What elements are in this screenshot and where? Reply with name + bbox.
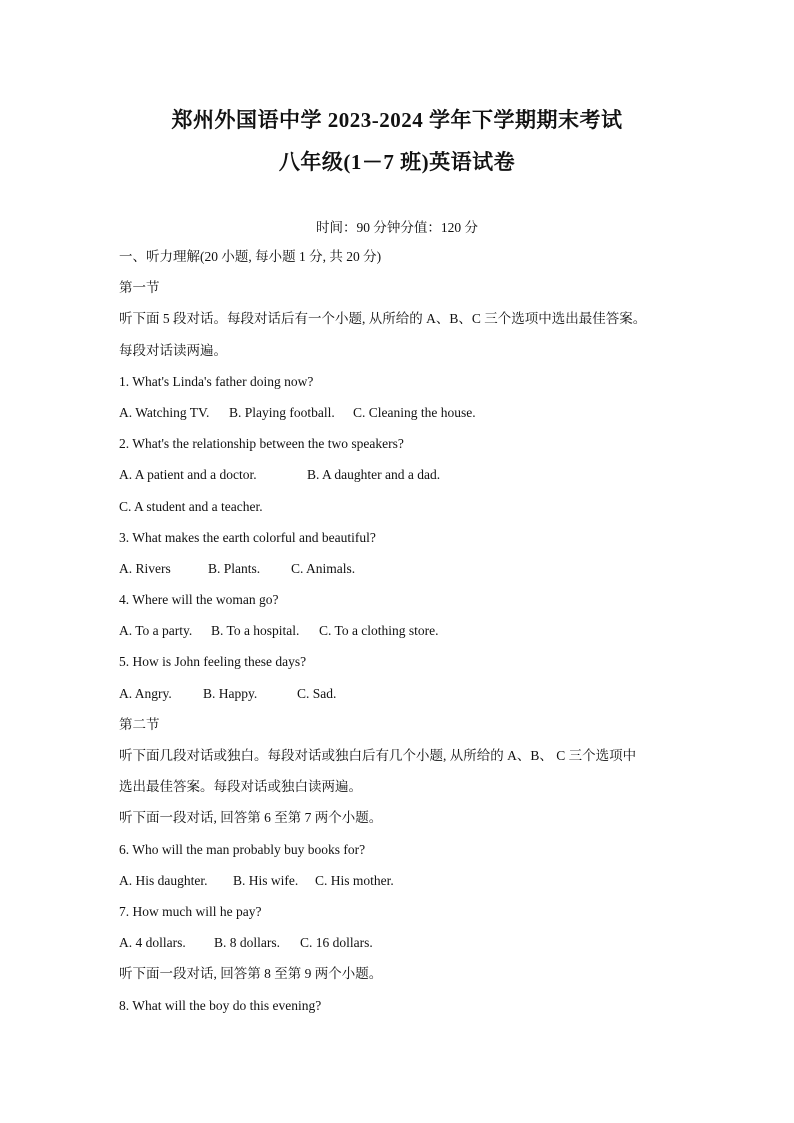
option-a: A. Angry. <box>119 685 172 701</box>
exam-subtitle: 八年级(1－7 班)英语试卷 <box>278 150 516 174</box>
option-a: A. Watching TV. <box>119 404 210 420</box>
part-label: 第二节 <box>119 716 160 732</box>
option-b: B. His wife. <box>233 872 299 888</box>
option-b: B. A daughter and a dad. <box>307 467 441 483</box>
question-stem: 4. Where will the woman go? <box>119 592 279 608</box>
option-c: C. Sad. <box>297 685 337 701</box>
instructions: 选出最佳答案。每段对话或独白读两遍。 <box>119 779 362 795</box>
option-b: B. Happy. <box>203 685 258 701</box>
instructions: 听下面几段对话或独白。每段对话或独白后有几个小题, 从所给的 A、B、 C 三个选项中 <box>119 748 637 763</box>
dialog-instruction: 听下面一段对话, 回答第 8 至第 9 两个小题。 <box>119 966 383 982</box>
question-options <box>119 932 719 963</box>
option-a: A. A patient and a doctor. <box>119 467 257 483</box>
dialog-instruction: 听下面一段对话, 回答第 6 至第 7 两个小题。 <box>119 810 383 826</box>
question-options <box>119 870 719 901</box>
question-stem: 8. What will the boy do this evening? <box>119 997 322 1013</box>
part-label: 第一节 <box>119 280 160 296</box>
option-c: C. 16 dollars. <box>300 935 373 951</box>
option-b: B. Plants. <box>208 560 261 576</box>
question-options <box>119 402 719 433</box>
exam-meta: 时间：90 分钟分值：120 分 <box>316 220 478 235</box>
section-heading: 一、听力理解(20 小题, 每小题 1 分, 共 20 分) <box>119 249 382 264</box>
question-stem: 7. How much will he pay? <box>119 903 262 919</box>
instructions: 听下面 5 段对话。每段对话后有一个小题, 从所给的 A、B、C 三个选项中选出最佳答案。 <box>119 311 647 327</box>
exam-title: 郑州外国语中学 2023-2024 学年下学期期末考试 <box>171 108 623 132</box>
option-c: C. Cleaning the house. <box>353 404 476 420</box>
question-options <box>119 464 719 495</box>
option-b: B. Playing football. <box>229 404 335 420</box>
question-options <box>119 683 719 714</box>
question-stem: 5. How is John feeling these days? <box>119 654 307 670</box>
instructions: 每段对话读两遍。 <box>119 342 227 358</box>
question-stem: 2. What's the relationship between the two speakers? <box>119 436 404 452</box>
option-a: A. To a party. <box>119 623 193 639</box>
option-c: C. Animals. <box>291 560 356 576</box>
question-stem: 3. What makes the earth colorful and beautiful? <box>119 529 376 545</box>
question-stem: 1. What's Linda's father doing now? <box>119 373 314 389</box>
question-stem: 6. Who will the man probably buy books for? <box>119 841 366 857</box>
option-b: B. To a hospital. <box>211 623 300 639</box>
option-b: B. 8 dollars. <box>214 935 280 951</box>
option-a: A. Rivers <box>119 560 171 576</box>
option-c: C. His mother. <box>315 872 394 888</box>
option-c: C. To a clothing store. <box>319 623 439 639</box>
option-a: A. 4 dollars. <box>119 935 186 951</box>
question-options <box>119 620 719 651</box>
question-options <box>119 558 719 589</box>
exam-body <box>119 246 719 1026</box>
option-a: A. His daughter. <box>119 872 208 888</box>
option-c: C. A student and a teacher. <box>119 498 263 514</box>
